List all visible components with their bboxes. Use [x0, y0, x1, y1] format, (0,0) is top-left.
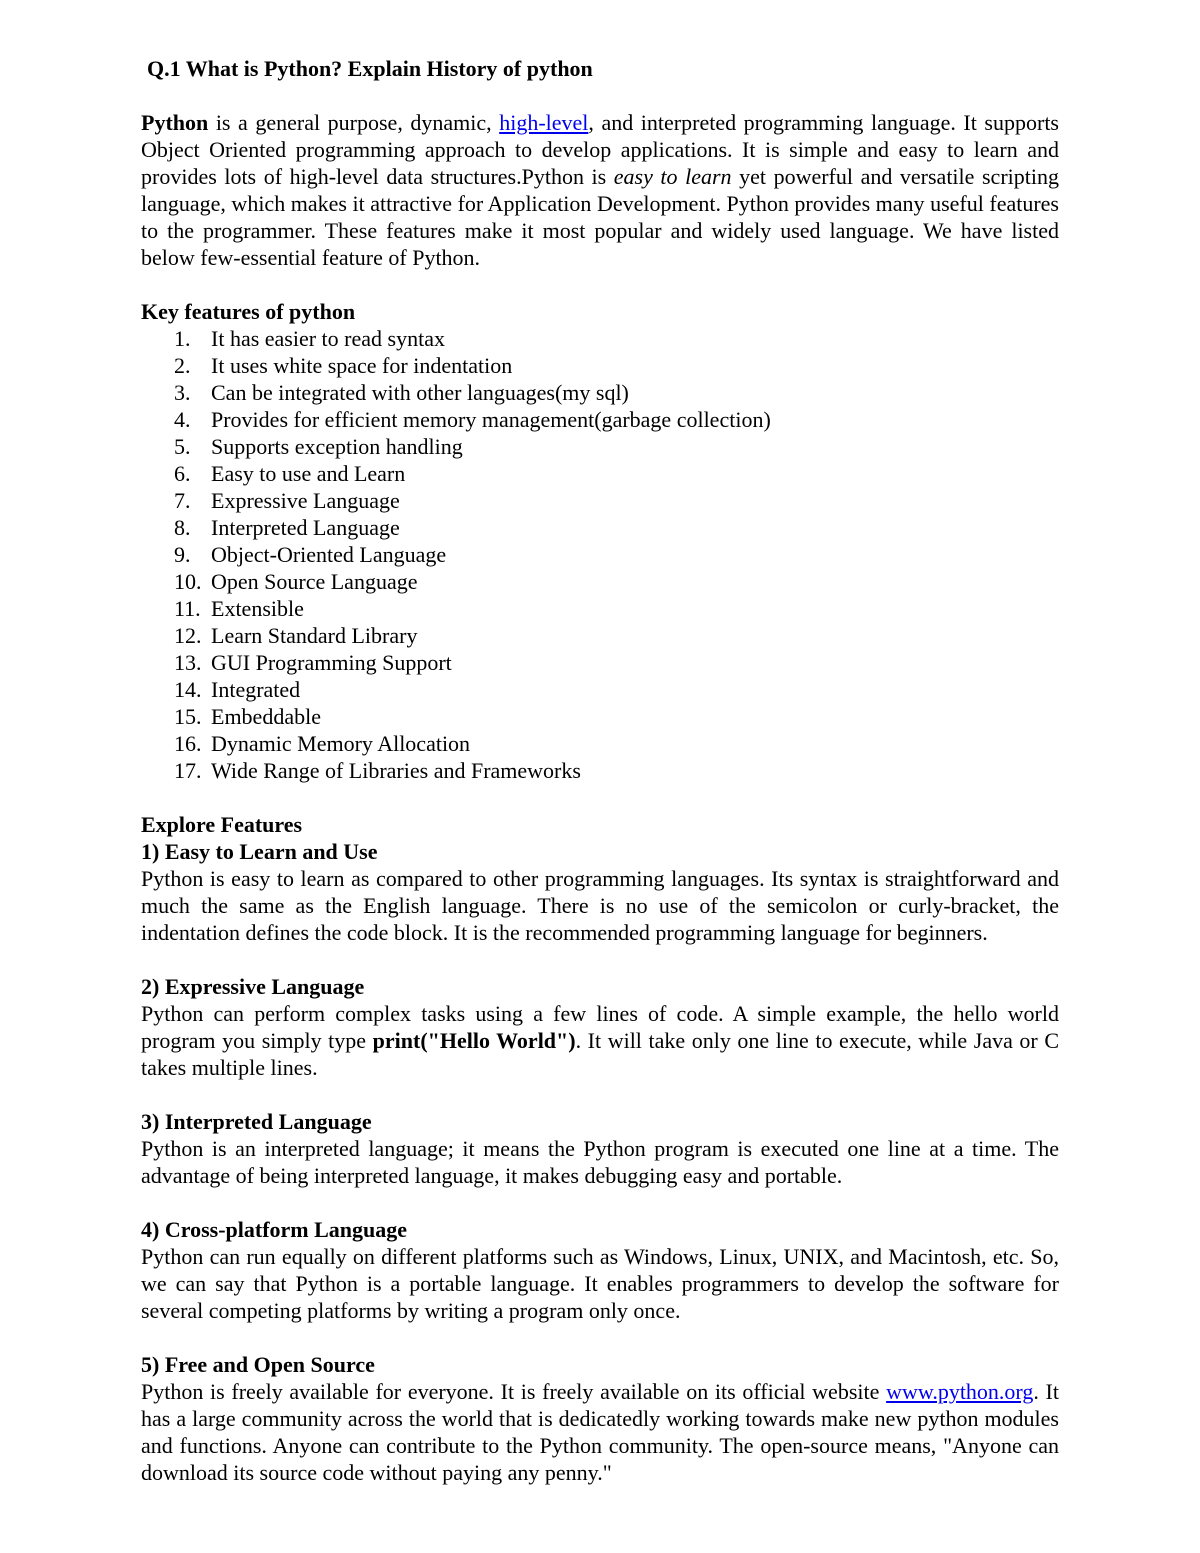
list-number: 7. — [174, 488, 191, 513]
document-page — [141, 55, 1059, 1486]
list-number: 3. — [174, 380, 191, 405]
section-5-text-2: . It has a large community across the world that is dedicatedly working towards make new python modules and functions. Anyone can contribute to the Python community. The open-source means, "Anyone can download its source code without paying any penny." — [141, 1379, 1059, 1485]
list-item — [141, 757, 1059, 784]
explore-features-heading: Explore Features — [141, 812, 303, 837]
section-2-text-2: . It will take only one line to execute, while Java or C takes multiple lines. — [141, 1028, 1060, 1080]
list-item-text: Open Source Language — [211, 569, 418, 594]
section-5-heading: 5) Free and Open Source — [141, 1352, 375, 1377]
high-level-link[interactable]: high-level — [499, 110, 589, 135]
key-features-heading: Key features of python — [141, 299, 356, 324]
spacer — [141, 1081, 1059, 1108]
intro-text-2: , and interpreted programming language. It supports Object Oriented programming approach to develop applications. It is simple and easy to learn and provides lots of high-level data structures.Python is — [141, 110, 1059, 189]
list-number: 13. — [174, 650, 202, 675]
list-item — [141, 433, 1059, 460]
key-features-list — [141, 325, 1059, 784]
list-item-text: It uses white space for indentation — [211, 353, 513, 378]
intro-text-3: yet powerful and versatile scripting language, which makes it attractive for Application Development. Python provides many useful features to the programmer. These features make it most popular and widely used language. We have listed below few-essential feature of Python. — [141, 164, 1059, 270]
section-4-body: Python can run equally on different platforms such as Windows, Linux, UNIX, and Macintosh, etc. So, we can say that Python is a portable language. It enables programmers to develop the software for several competing platforms by writing a program only once. — [141, 1244, 1059, 1323]
section-3-heading: 3) Interpreted Language — [141, 1109, 372, 1134]
list-item-text: Learn Standard Library — [211, 623, 418, 648]
list-number: 2. — [174, 353, 191, 378]
section-5-text-1: Python is freely available for everyone. It is freely available on its official website — [141, 1379, 887, 1404]
section-1-body: Python is easy to learn as compared to other programming languages. Its syntax is straightforward and much the same as the English language. There is no use of the semicolon or curly-bracket, the indentation defines the code block. It is the recommended programming language for beginners. — [141, 866, 1059, 945]
spacer — [141, 1324, 1059, 1351]
list-item-text: Provides for efficient memory management(garbage collection) — [211, 407, 771, 432]
list-number: 1. — [174, 326, 191, 351]
list-item — [141, 487, 1059, 514]
intro-italic-phrase: easy to learn — [613, 164, 732, 189]
list-item — [141, 622, 1059, 649]
intro-paragraph — [141, 109, 1059, 271]
list-item — [141, 460, 1059, 487]
intro-bold-term: Python — [141, 110, 209, 135]
list-item-text: Expressive Language — [211, 488, 400, 513]
list-item — [141, 703, 1059, 730]
section-3-body: Python is an interpreted language; it means the Python program is executed one line at a time. The advantage of being interpreted language, it makes debugging easy and portable. — [141, 1136, 1059, 1188]
list-item — [141, 568, 1059, 595]
spacer — [141, 784, 1059, 811]
list-item — [141, 352, 1059, 379]
list-item — [141, 595, 1059, 622]
list-number: 6. — [174, 461, 191, 486]
spacer — [141, 946, 1059, 973]
section-5-body — [141, 1378, 1059, 1486]
list-item — [141, 676, 1059, 703]
list-number: 8. — [174, 515, 191, 540]
list-item — [141, 514, 1059, 541]
list-number: 17. — [174, 758, 202, 783]
list-item-text: Supports exception handling — [211, 434, 463, 459]
list-item-text: GUI Programming Support — [211, 650, 452, 675]
list-item — [141, 730, 1059, 757]
list-number: 16. — [174, 731, 202, 756]
list-number: 4. — [174, 407, 191, 432]
section-2-text-1: Python can perform complex tasks using a few lines of code. A simple example, the hello world program you simply type — [141, 1001, 1059, 1053]
python-org-link[interactable]: www.python.org — [886, 1379, 1034, 1404]
list-item-text: It has easier to read syntax — [211, 326, 445, 351]
list-number: 15. — [174, 704, 202, 729]
list-item-text: Extensible — [211, 596, 304, 621]
page-title: Q.1 What is Python? Explain History of python — [147, 56, 593, 81]
list-item-text: Can be integrated with other languages(my sql) — [211, 380, 629, 405]
list-item-text: Wide Range of Libraries and Frameworks — [211, 758, 581, 783]
list-number: 9. — [174, 542, 191, 567]
spacer — [141, 1189, 1059, 1216]
list-number: 12. — [174, 623, 202, 648]
section-4-heading: 4) Cross-platform Language — [141, 1217, 408, 1242]
list-item-text: Object-Oriented Language — [211, 542, 447, 567]
list-number: 5. — [174, 434, 191, 459]
list-number: 10. — [174, 569, 202, 594]
list-item-text: Embeddable — [211, 704, 321, 729]
list-item — [141, 379, 1059, 406]
list-item-text: Dynamic Memory Allocation — [211, 731, 471, 756]
list-number: 14. — [174, 677, 202, 702]
hello-world-code: print("Hello World") — [372, 1028, 576, 1053]
list-item — [141, 325, 1059, 352]
intro-text-1: is a general purpose, dynamic, — [208, 110, 500, 135]
list-item — [141, 649, 1059, 676]
list-number: 11. — [174, 596, 201, 621]
list-item — [141, 406, 1059, 433]
list-item-text: Integrated — [211, 677, 301, 702]
section-2-heading: 2) Expressive Language — [141, 974, 365, 999]
section-1-heading: 1) Easy to Learn and Use — [141, 839, 378, 864]
list-item-text: Easy to use and Learn — [211, 461, 406, 486]
list-item-text: Interpreted Language — [211, 515, 400, 540]
spacer — [141, 271, 1059, 298]
section-2-body — [141, 1000, 1059, 1081]
list-item — [141, 541, 1059, 568]
